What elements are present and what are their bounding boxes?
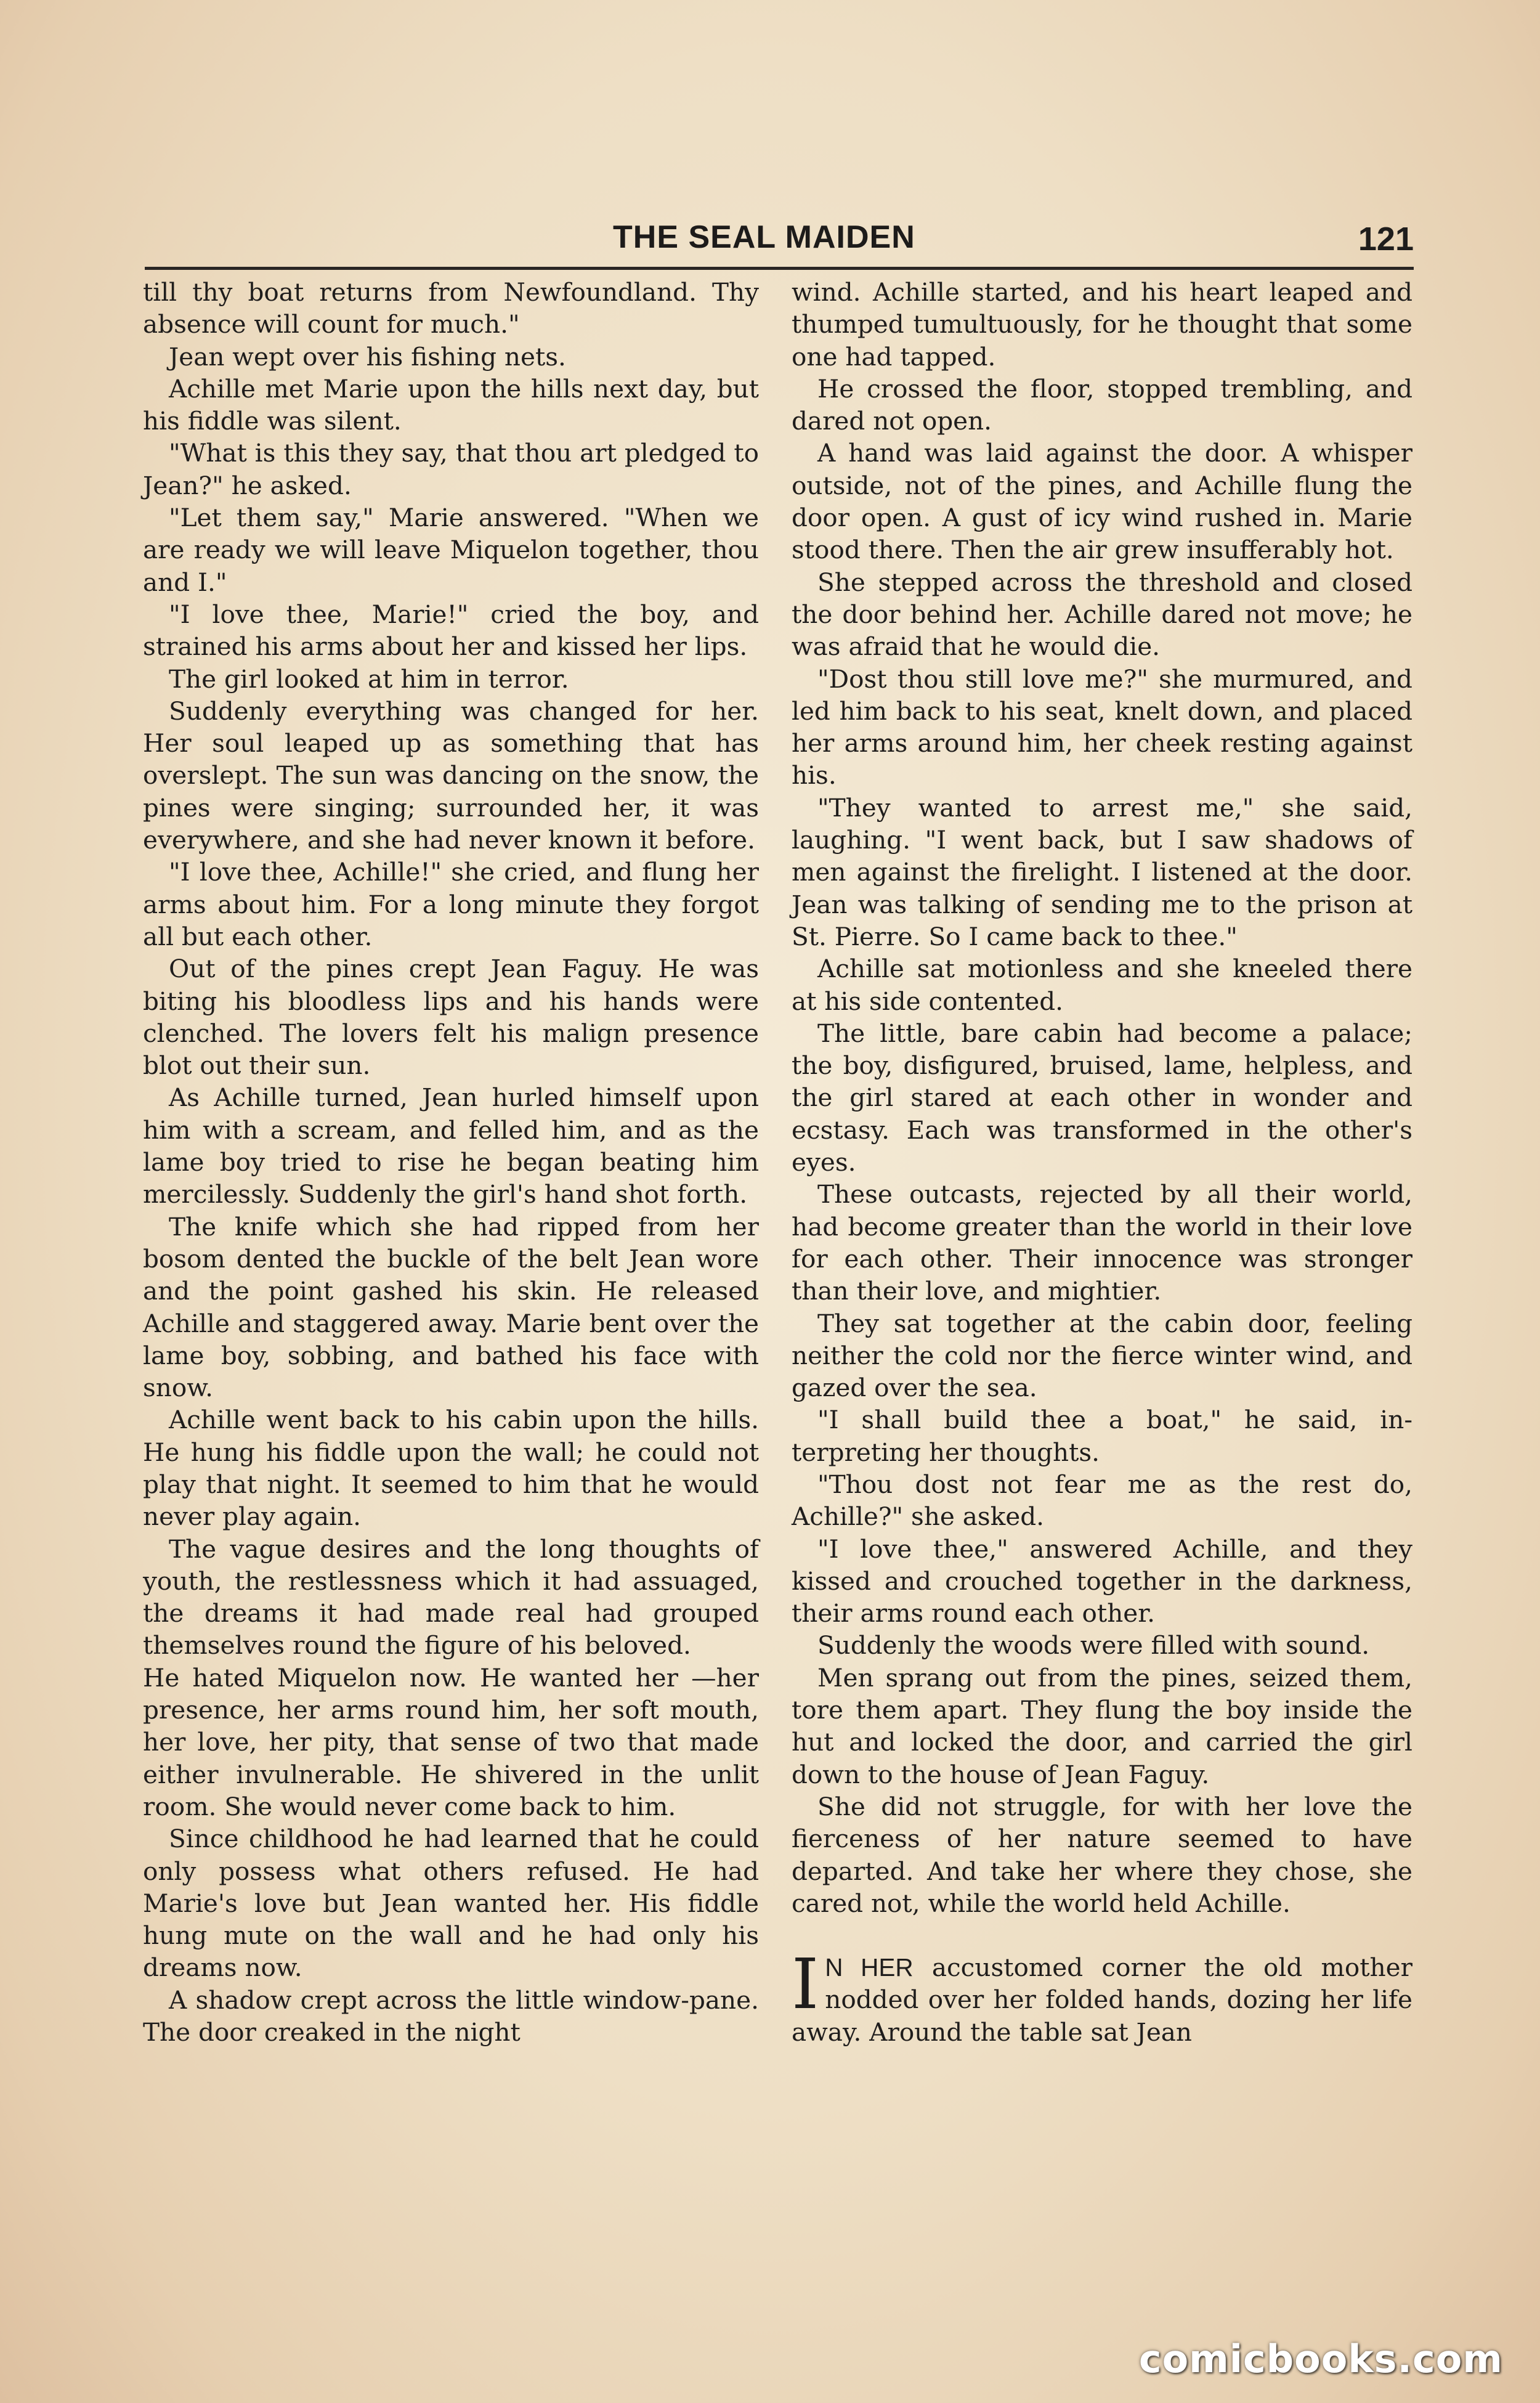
paragraph: He hated Miquelon now. He wanted her —her presence, her arms round him, her soft mouth, her love, her pity, that sense of two that made either invulnerable. He shivered in the unlit room. She would never come back to him. (143, 1662, 759, 1821)
paragraph: Suddenly the woods were filled with sound. (817, 1630, 1370, 1661)
paragraph: "Dost thou still love me?" she murmured, and led him back to his seat, knelt down, and placed her arms around him, her cheek resting against his. (792, 664, 1412, 791)
paragraph: "I shall build thee a boat," he said, interpreting her thoughts. (792, 1405, 1412, 1467)
paragraph: The girl looked at him in terror. (169, 664, 569, 694)
paragraph: Out of the pines crept Jean Faguy. He was biting his bloodless lips and his hands were clenched. The lovers felt his malign presence blot out their sun. (143, 954, 759, 1081)
lead-in: N HER (825, 1953, 914, 1982)
paragraph: Suddenly everything was changed for her. Her soul leaped up as something that has overslept. The sun was dancing on the snow, the pines were singing; surrounded her, it was everywhere, and she had never known it before. (143, 696, 759, 855)
paragraph: Since childhood he had learned that he could only possess what others refused. He had Marie's love but Jean wanted her. His fiddle hung mute on the wall and he had only his dreams now. (143, 1824, 759, 1983)
paragraph: Achille went back to his cabin upon the hills. He hung his fiddle upon the wall; he could not play that night. It seemed to him that he would never play again. (143, 1405, 759, 1532)
paragraph: They sat together at the cabin door, feeling neither the cold nor the fierce winter wind, and gazed over the sea. (792, 1308, 1412, 1403)
paragraph: "I love thee, Achille!" she cried, and flung her arms about him. For a long minute they forgot all but each other. (143, 857, 759, 951)
paragraph: Men sprang out from the pines, seized them, tore them apart. They flung the boy inside the hut and locked the door, and carried the girl down to the house of Jean Faguy. (792, 1662, 1412, 1789)
paragraph-text: accustomed corner the old mother nodded over her folded hands, dozing her life away. Around the table sat Jean (792, 1953, 1412, 2047)
paragraph: The knife which she had ripped from her bosom dented the buckle of the belt Jean wore and the point gashed his skin. He released Achille and staggered away. Marie bent over the lame boy, sobbing, and bathed his face with snow. (143, 1211, 759, 1403)
paragraph: He crossed the floor, stopped trembling, and dared not open. (792, 373, 1412, 436)
paragraph: Achille sat motionless and she kneeled there at his side contented. (792, 954, 1412, 1016)
header-rule (145, 267, 1414, 270)
paragraph: The vague desires and the long thoughts of youth, the restlessness which it had assuaged, the dreams it had made real had grouped themselves round the figure of his beloved. (143, 1534, 759, 1661)
section-opening-paragraph (792, 1945, 1412, 2048)
paragraph: "Thou dost not fear me as the rest do, Achille?" she asked. (792, 1469, 1412, 1532)
paragraph: She stepped across the threshold and closed the door behind her. Achille dared not move; he was afraid that he would die. (792, 567, 1412, 662)
page-title: THE SEAL MAIDEN (613, 219, 915, 255)
paragraph: A shadow crept across the little window-pane. The door creaked in the night (143, 1985, 759, 2047)
paragraph: "What is this they say, that thou art pledged to Jean?" he asked. (143, 438, 759, 500)
paragraph: As Achille turned, Jean hurled himself upon him with a scream, and felled him, and as the lame boy tried to rise he began beating him mercilessly. Suddenly the girl's hand shot forth. (143, 1083, 759, 1210)
paragraph: "I love thee, Marie!" cried the boy, and strained his arms about her and kissed her lips. (143, 599, 759, 662)
paragraph: She did not struggle, for with her love the fierceness of her nature seemed to have departed. And take her where they chose, she cared not, while the world held Achille. (792, 1791, 1412, 1918)
paragraph: "They wanted to arrest me," she said, laughing. "I went back, but I saw shadows of men against the firelight. I listened at the door. Jean was talking of sending me to the prison at St. Pierre. So I came back to thee." (792, 792, 1412, 951)
paragraph: The little, bare cabin had become a palace; the boy, disfigured, bruised, lame, helpless, and the girl stared at each other in wonder and ecstasy. Each was transformed in the other's eyes. (792, 1018, 1412, 1177)
paragraph: Achille met Marie upon the hills next day, but his fiddle was silent. (143, 373, 759, 436)
paragraph: wind. Achille started, and his heart leaped and thumped tumultuously, for he thought that some one had tapped. (792, 277, 1412, 372)
paragraph: "Let them say," Marie answered. "When we are ready we will leave Miquelon together, thou and I." (143, 503, 759, 597)
watermark: comicbooks.com (1138, 2336, 1503, 2381)
paragraph: These outcasts, rejected by all their world, had become greater than the world in their love for each other. Their innocence was stronger than their love, and mightier. (792, 1179, 1412, 1306)
running-header (145, 213, 1414, 268)
left-column (143, 276, 759, 2048)
paragraph: A hand was laid against the door. A whisper outside, not of the pines, and Achille flung the door open. A gust of icy wind rushed in. Marie stood there. Then the air grew insufferably hot. (792, 438, 1412, 565)
paragraph: till thy boat returns from Newfoundland. Thy absence will count for much." (143, 277, 759, 340)
drop-cap: I (792, 1945, 819, 2025)
right-column (792, 276, 1412, 2048)
page-number: 121 (1358, 221, 1414, 258)
paragraph: Jean wept over his fishing nets. (169, 341, 566, 372)
paragraph: "I love thee," answered Achille, and they kissed and crouched together in the darkness, their arms round each other. (792, 1534, 1412, 1628)
